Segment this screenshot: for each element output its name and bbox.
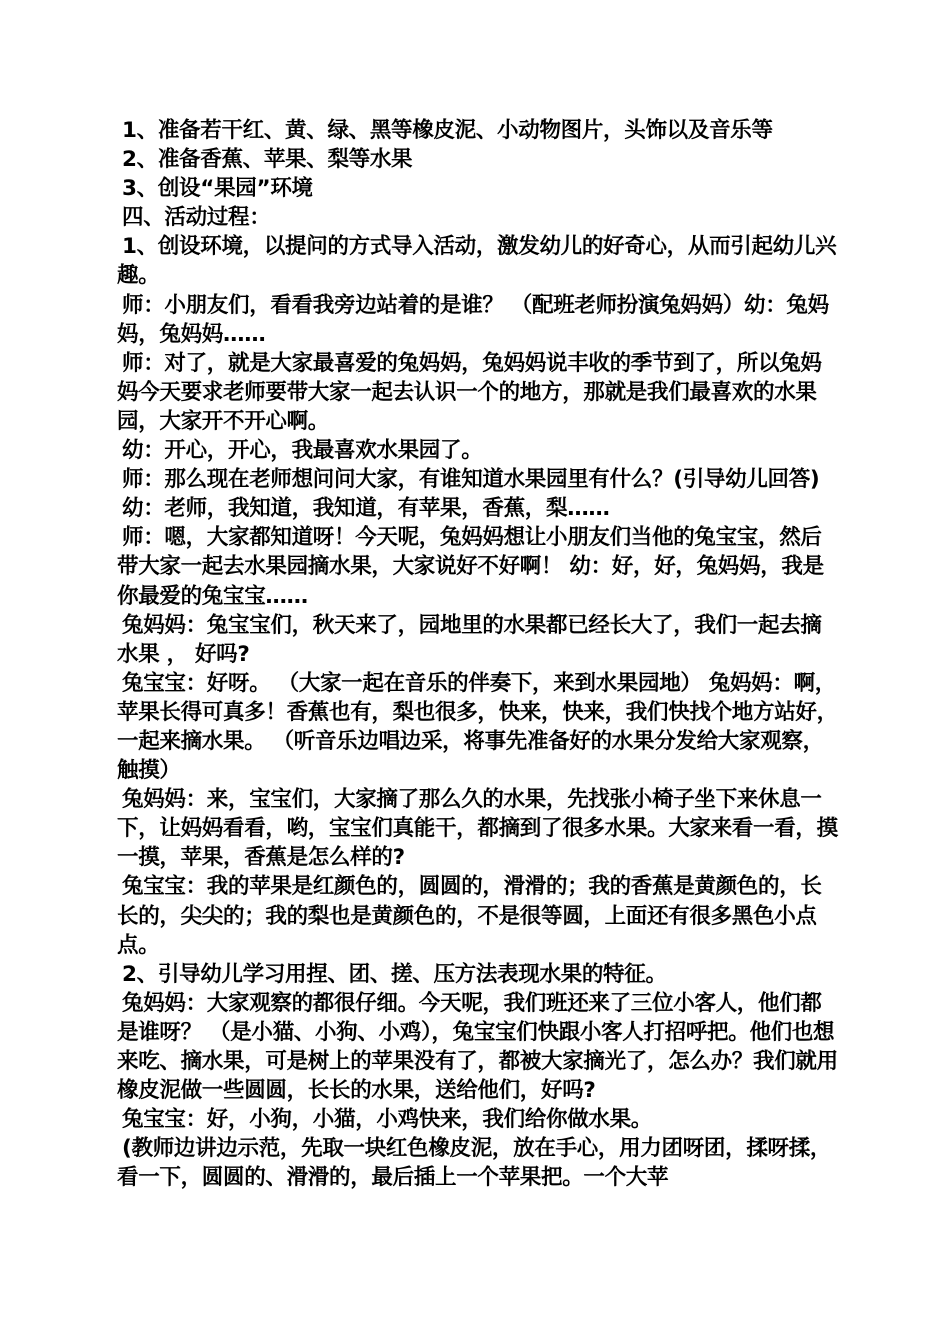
paragraph: 2、引导幼儿学习用捏、团、搓、压方法表现水果的特征。 [122, 961, 667, 987]
dialogue-line: 师：那么现在老师想问问大家，有谁知道水果园里有什么？(引导幼儿回答) [122, 467, 820, 493]
dialogue-line: 兔妈妈：兔宝宝们，秋天来了，园地里的水果都已经长大了，我们一起去摘水果 ， 好吗? [117, 612, 822, 667]
document-body [117, 116, 839, 1192]
dialogue-line: 师：嗯，大家都知道呀！今天呢，兔妈妈想让小朋友们当他的兔宝宝，然后带大家一起去水果园摘水果，大家说好不好啊！ 幼：好，好，兔妈妈，我是你最爱的兔宝宝…… [117, 525, 824, 609]
paragraph: (教师边讲边示范，先取一块红色橡皮泥，放在手心，用力团呀团，揉呀揉，看一下，圆圆的、滑滑的，最后插上一个苹果把。一个大苹 [117, 1136, 832, 1191]
section-heading: 四、活动过程： [122, 205, 271, 231]
dialogue-line: 幼：老师，我知道，我知道，有苹果，香蕉，梨…… [122, 496, 610, 522]
paragraph: 1、创设环境，以提问的方式导入活动，激发幼儿的好奇心，从而引起幼儿兴趣。 [117, 234, 837, 289]
paragraph: 2、准备香蕉、苹果、梨等水果 [122, 147, 413, 173]
paragraph: 1、准备若干红、黄、绿、黑等橡皮泥、小动物图片，头饰以及音乐等 [122, 118, 773, 143]
dialogue-line: 兔宝宝：好呀。 （大家一起在音乐的伴奏下，来到水果园地） 兔妈妈：啊，苹果长得可真多！香蕉也有，梨也很多，快来，快来，我们快找个地方站好，一起来摘水果。 （听音乐边唱边采，将事先准备好的水果分发给大家观察，触摸） [117, 670, 838, 784]
paragraph: 3、创设“果园”环境 [122, 176, 313, 202]
dialogue-line: 师：小朋友们，看看我旁边站着的是谁？ （配班老师扮演兔妈妈）幼：兔妈妈，兔妈妈…… [117, 292, 829, 347]
dialogue-line: 兔宝宝：我的苹果是红颜色的，圆圆的，滑滑的；我的香蕉是黄颜色的，长长的，尖尖的；我的梨也是黄颜色的，不是很等圆，上面还有很多黑色小点点。 [117, 874, 822, 958]
dialogue-line: 师：对了，就是大家最喜爱的兔妈妈，兔妈妈说丰收的季节到了，所以兔妈妈今天要求老师要带大家一起去认识一个的地方，那就是我们最喜欢的水果园，大家开不开心啊。 [117, 350, 822, 434]
dialogue-line: 兔妈妈：来，宝宝们，大家摘了那么久的水果，先找张小椅子坐下来休息一下，让妈妈看看，哟，宝宝们真能干，都摘到了很多水果。大家来看一看，摸一摸，苹果，香蕉是怎么样的? [117, 787, 838, 871]
dialogue-line: 兔宝宝：好，小狗，小猫，小鸡快来，我们给你做水果。 [122, 1107, 653, 1133]
dialogue-line: 幼：开心，开心，我最喜欢水果园了。 [122, 438, 483, 464]
dialogue-line: 兔妈妈：大家观察的都很仔细。今天呢，我们班还来了三位小客人，他们都是谁呀？ （是小猫、小狗、小鸡），兔宝宝们快跟小客人打招呼把。他们也想来吃、摘水果，可是树上的苹果没有了，都被大家摘光了，怎么办？我们就用橡皮泥做一些圆圆，长长的水果，送给他们，好吗? [117, 990, 838, 1104]
